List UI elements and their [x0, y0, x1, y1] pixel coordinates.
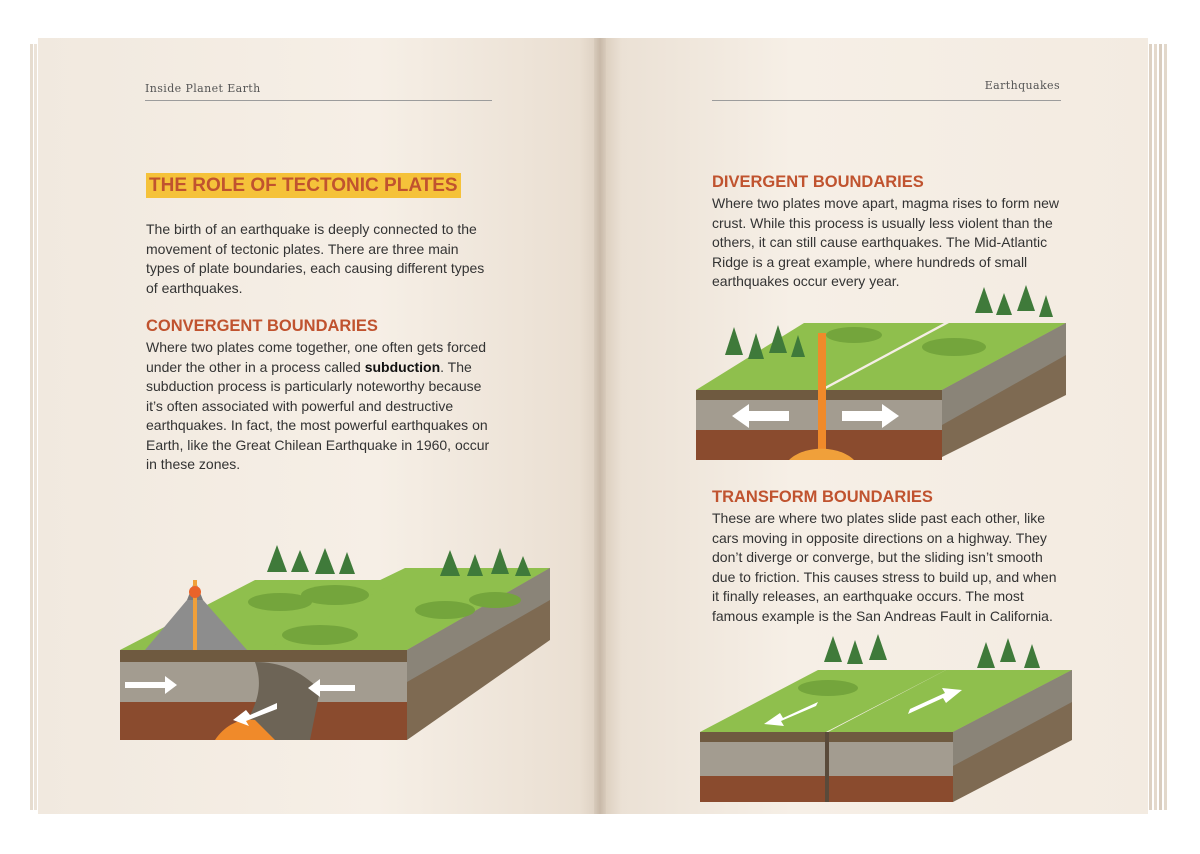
page-stack-edge	[34, 44, 37, 810]
page-stack-edge	[30, 44, 33, 810]
divergent-boundary-illustration	[694, 285, 1074, 465]
divergent-paragraph: Where two plates move apart, magma rises to form new crust. While this process is usually less violent than the others, it can still cause earthquakes. The Mid-Atlantic Ridge is a great example, where hundreds of small earthquakes occur every year.	[712, 195, 1060, 289]
header-rule-right	[712, 100, 1061, 101]
transform-paragraph: These are where two plates slide past each other, like cars moving in opposite directions on a highway. They don’t diverge or converge, but the sliding isn’t smooth due to friction. This causes stress to build up, and when it finally releases, an earthquake occurs. The most famous example is the San Andreas Fault in California.	[712, 510, 1057, 624]
header-rule-left	[145, 100, 492, 101]
convergent-text-before: Where two plates come together, one often gets forced under the other in a process called	[146, 339, 487, 375]
page-stack-edge	[1159, 44, 1162, 810]
running-head-left: Inside Planet Earth	[145, 82, 261, 95]
transform-heading: TRANSFORM BOUNDARIES	[712, 488, 933, 506]
intro-paragraph: The birth of an earthquake is deeply connected to the movement of tectonic plates. There are three main types of plate boundaries, each causing different types of earthquakes.	[146, 221, 485, 296]
convergent-paragraph	[146, 338, 493, 475]
page-title-text: THE ROLE OF TECTONIC PLATES	[146, 173, 461, 198]
transform-boundary-illustration	[698, 630, 1076, 805]
convergent-heading: CONVERGENT BOUNDARIES	[146, 317, 378, 335]
page-stack-edge	[1154, 44, 1157, 810]
convergent-text-after: . The subduction process is particularly noteworthy because it’s often associated with powerful and destructive earthquakes. In fact, the most powerful earthquakes on Earth, like the Great Chilean Earthquake in 1960, occur in these zones.	[146, 358, 490, 472]
page-stack-edge	[1149, 44, 1152, 810]
page-title	[146, 175, 461, 197]
subduction-term: subduction	[364, 358, 441, 375]
running-head-right: Earthquakes	[984, 79, 1060, 92]
divergent-heading: DIVERGENT BOUNDARIES	[712, 173, 924, 191]
page-stack-edge	[1164, 44, 1167, 810]
book-gutter	[594, 38, 606, 814]
convergent-boundary-illustration	[115, 540, 555, 745]
